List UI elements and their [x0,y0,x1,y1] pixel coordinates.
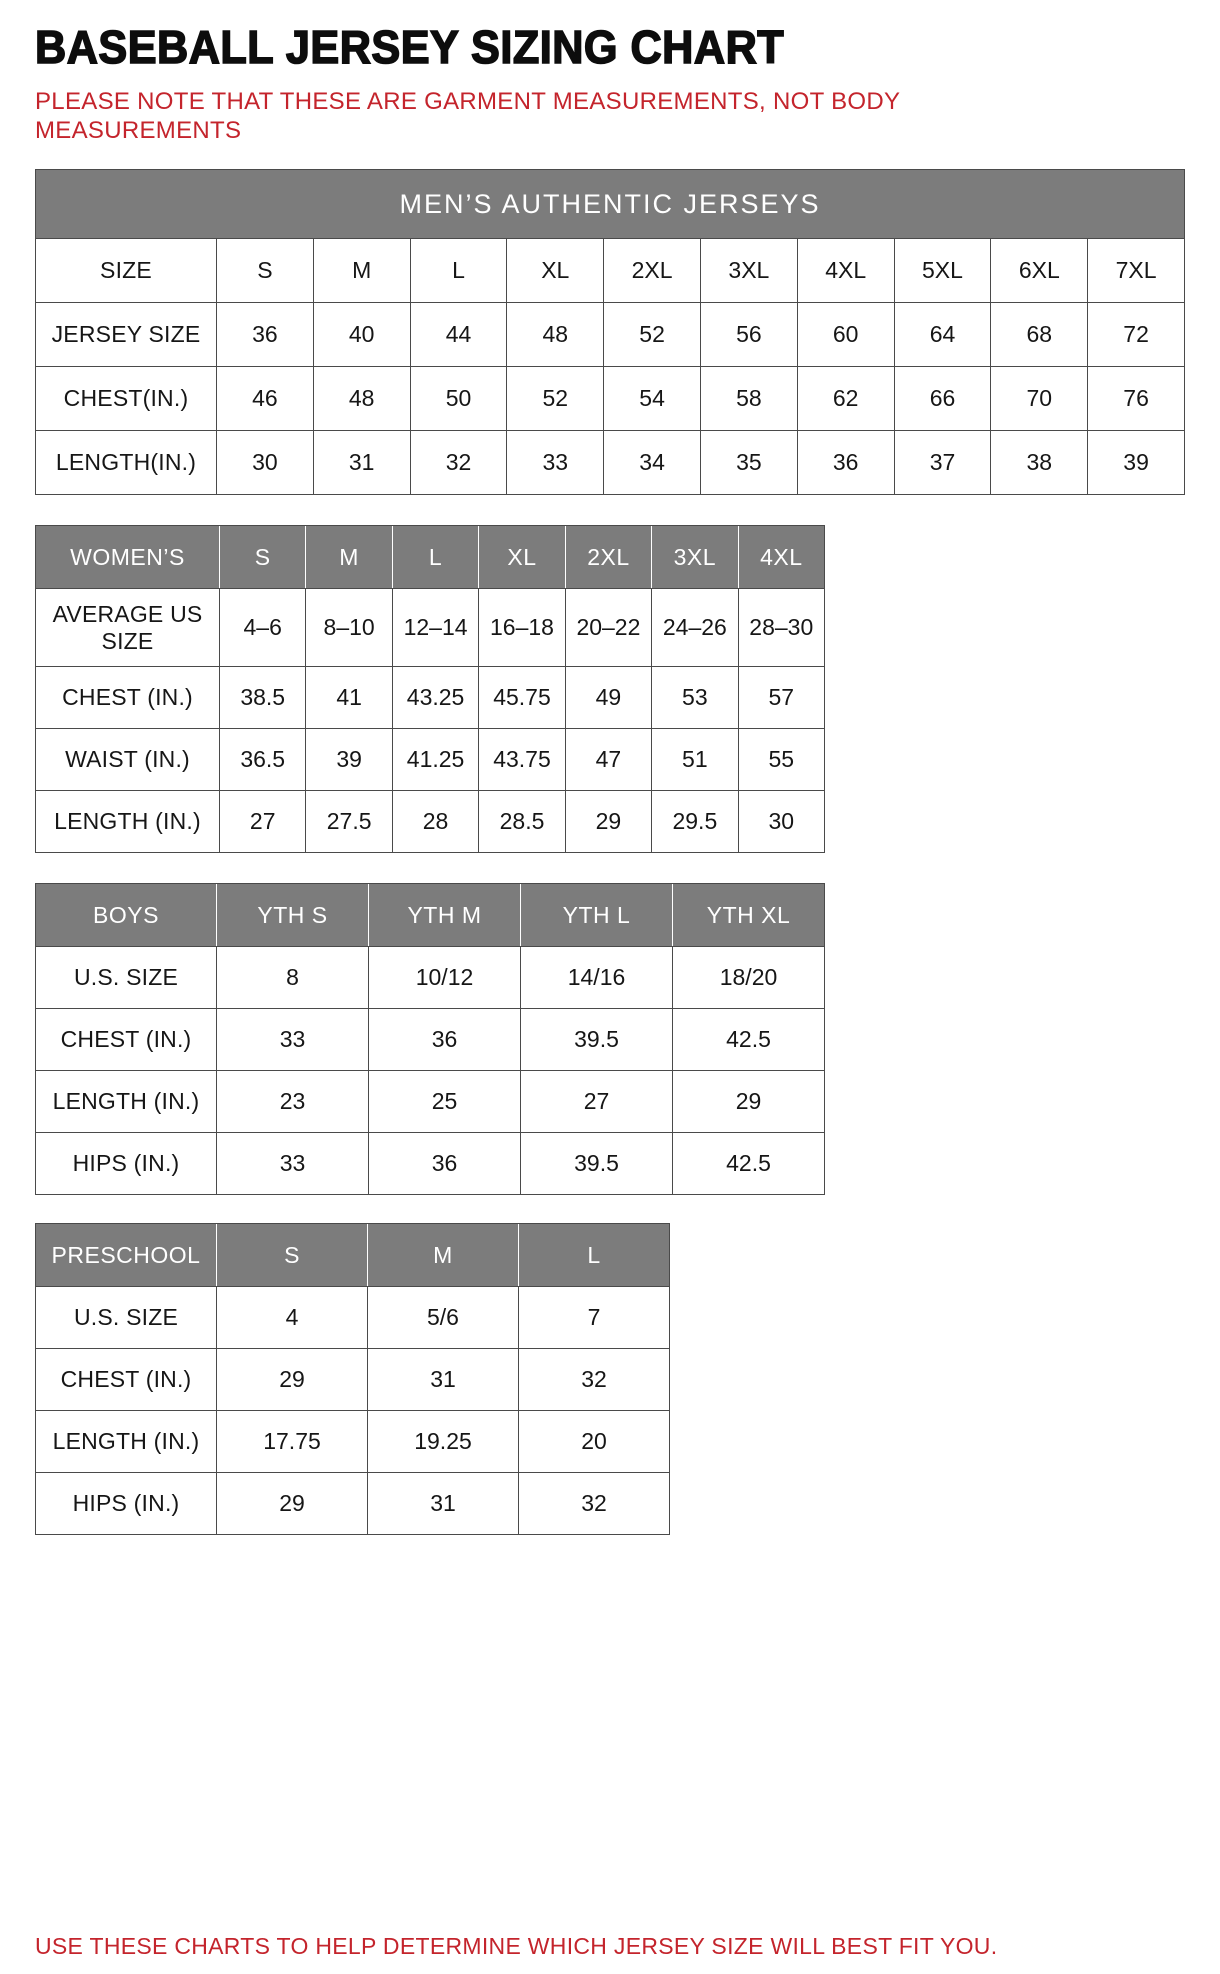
mens-data-cell: S [216,238,313,302]
womens-data-cell: 12–14 [392,588,478,666]
boys-data-cell: 36 [368,1132,520,1194]
boys-data-cell: 29 [672,1070,824,1132]
preschool-header-cell: M [367,1224,518,1286]
preschool-row-label: HIPS (IN.) [36,1472,216,1534]
mens-data-cell: 39 [1087,430,1184,494]
mens-data-cell: 4XL [797,238,894,302]
mens-data-cell: M [313,238,410,302]
boys-header-cell: YTH S [216,884,368,946]
preschool-data-cell: 5/6 [367,1286,518,1348]
womens-data-cell: 57 [738,666,824,728]
mens-data-cell: 66 [894,366,991,430]
womens-data-cell: 27 [219,790,305,852]
womens-data-cell: 45.75 [478,666,564,728]
preschool-row-label: CHEST (IN.) [36,1348,216,1410]
preschool-data-cell: 19.25 [367,1410,518,1472]
preschool-data-cell: 29 [216,1348,367,1410]
boys-data-cell: 25 [368,1070,520,1132]
boys-data-cell: 42.5 [672,1008,824,1070]
womens-data-cell: 53 [651,666,737,728]
mens-data-cell: 31 [313,430,410,494]
boys-data-cell: 33 [216,1008,368,1070]
womens-data-cell: 20–22 [565,588,651,666]
mens-row-label: SIZE [36,238,216,302]
preschool-data-cell: 20 [518,1410,669,1472]
garment-measurements-note: PLEASE NOTE THAT THESE ARE GARMENT MEASUREMENTS, NOT BODY MEASUREMENTS [35,87,900,144]
boys-data-cell: 39.5 [520,1008,672,1070]
mens-data-cell: 76 [1087,366,1184,430]
boys-header-cell: YTH L [520,884,672,946]
womens-header-label: WOMEN’S [36,526,219,588]
womens-data-cell: 55 [738,728,824,790]
preschool-row-label: LENGTH (IN.) [36,1410,216,1472]
boys-data-cell: 18/20 [672,946,824,1008]
boys-header-cell: YTH M [368,884,520,946]
preschool-header-label: PRESCHOOL [36,1224,216,1286]
mens-table-title-bar: MEN’S AUTHENTIC JERSEYS [36,170,1184,238]
womens-header-cell: S [219,526,305,588]
womens-row-label: CHEST (IN.) [36,666,219,728]
womens-header-cell: 2XL [565,526,651,588]
mens-data-cell: 64 [894,302,991,366]
mens-data-cell: 5XL [894,238,991,302]
mens-data-cell: 33 [506,430,603,494]
womens-data-cell: 16–18 [478,588,564,666]
mens-authentic-jerseys-table [35,169,1185,495]
mens-data-cell: 52 [506,366,603,430]
womens-header-cell: L [392,526,478,588]
boys-data-cell: 33 [216,1132,368,1194]
womens-data-cell: 39 [305,728,391,790]
mens-row-label: LENGTH(IN.) [36,430,216,494]
womens-data-cell: 30 [738,790,824,852]
womens-row-label: AVERAGE US SIZE [36,588,219,666]
boys-data-cell: 10/12 [368,946,520,1008]
mens-data-cell: 35 [700,430,797,494]
mens-data-cell: 54 [603,366,700,430]
mens-data-cell: 40 [313,302,410,366]
womens-data-cell: 8–10 [305,588,391,666]
preschool-header-cell: L [518,1224,669,1286]
mens-data-cell: XL [506,238,603,302]
womens-row-label: WAIST (IN.) [36,728,219,790]
womens-data-cell: 51 [651,728,737,790]
mens-data-cell: 32 [410,430,507,494]
mens-data-cell: 37 [894,430,991,494]
womens-data-cell: 4–6 [219,588,305,666]
boys-data-cell: 42.5 [672,1132,824,1194]
womens-data-cell: 41 [305,666,391,728]
mens-data-cell: 50 [410,366,507,430]
womens-data-cell: 43.25 [392,666,478,728]
boys-data-cell: 36 [368,1008,520,1070]
womens-data-cell: 43.75 [478,728,564,790]
boys-jerseys-table [35,883,825,1195]
mens-data-cell: 56 [700,302,797,366]
preschool-header-cell: S [216,1224,367,1286]
boys-data-cell: 23 [216,1070,368,1132]
boys-data-cell: 14/16 [520,946,672,1008]
womens-data-cell: 29 [565,790,651,852]
boys-header-label: BOYS [36,884,216,946]
mens-data-cell: 48 [313,366,410,430]
womens-data-cell: 24–26 [651,588,737,666]
mens-data-cell: 36 [797,430,894,494]
mens-data-cell: 44 [410,302,507,366]
womens-data-cell: 47 [565,728,651,790]
mens-data-cell: 72 [1087,302,1184,366]
preschool-data-cell: 31 [367,1348,518,1410]
mens-data-cell: 60 [797,302,894,366]
preschool-data-cell: 4 [216,1286,367,1348]
womens-jerseys-table [35,525,825,853]
womens-data-cell: 49 [565,666,651,728]
mens-data-cell: 2XL [603,238,700,302]
mens-data-cell: 46 [216,366,313,430]
preschool-data-cell: 29 [216,1472,367,1534]
mens-row-label: CHEST(IN.) [36,366,216,430]
womens-data-cell: 27.5 [305,790,391,852]
womens-header-cell: 4XL [738,526,824,588]
mens-data-cell: 30 [216,430,313,494]
mens-data-cell: 48 [506,302,603,366]
footer-note: USE THESE CHARTS TO HELP DETERMINE WHICH JERSEY SIZE WILL BEST FIT YOU. [35,1933,998,1960]
mens-data-cell: 36 [216,302,313,366]
mens-data-cell: 58 [700,366,797,430]
mens-data-cell: L [410,238,507,302]
womens-data-cell: 28 [392,790,478,852]
womens-data-cell: 28.5 [478,790,564,852]
mens-data-cell: 70 [990,366,1087,430]
womens-header-cell: XL [478,526,564,588]
mens-data-cell: 3XL [700,238,797,302]
womens-data-cell: 28–30 [738,588,824,666]
boys-data-cell: 8 [216,946,368,1008]
boys-data-cell: 27 [520,1070,672,1132]
boys-row-label: U.S. SIZE [36,946,216,1008]
mens-data-cell: 52 [603,302,700,366]
preschool-data-cell: 32 [518,1472,669,1534]
mens-data-cell: 7XL [1087,238,1184,302]
mens-row-label: JERSEY SIZE [36,302,216,366]
preschool-jerseys-table [35,1223,670,1535]
preschool-data-cell: 31 [367,1472,518,1534]
womens-data-cell: 38.5 [219,666,305,728]
womens-data-cell: 29.5 [651,790,737,852]
mens-data-cell: 62 [797,366,894,430]
mens-data-cell: 68 [990,302,1087,366]
mens-data-cell: 38 [990,430,1087,494]
boys-header-cell: YTH XL [672,884,824,946]
boys-row-label: HIPS (IN.) [36,1132,216,1194]
boys-row-label: CHEST (IN.) [36,1008,216,1070]
page-title: BASEBALL JERSEY SIZING CHART [35,21,785,73]
mens-data-cell: 34 [603,430,700,494]
preschool-row-label: U.S. SIZE [36,1286,216,1348]
womens-data-cell: 41.25 [392,728,478,790]
womens-header-cell: 3XL [651,526,737,588]
mens-data-cell: 6XL [990,238,1087,302]
preschool-data-cell: 32 [518,1348,669,1410]
preschool-data-cell: 17.75 [216,1410,367,1472]
womens-row-label: LENGTH (IN.) [36,790,219,852]
womens-data-cell: 36.5 [219,728,305,790]
boys-data-cell: 39.5 [520,1132,672,1194]
womens-header-cell: M [305,526,391,588]
boys-row-label: LENGTH (IN.) [36,1070,216,1132]
preschool-data-cell: 7 [518,1286,669,1348]
